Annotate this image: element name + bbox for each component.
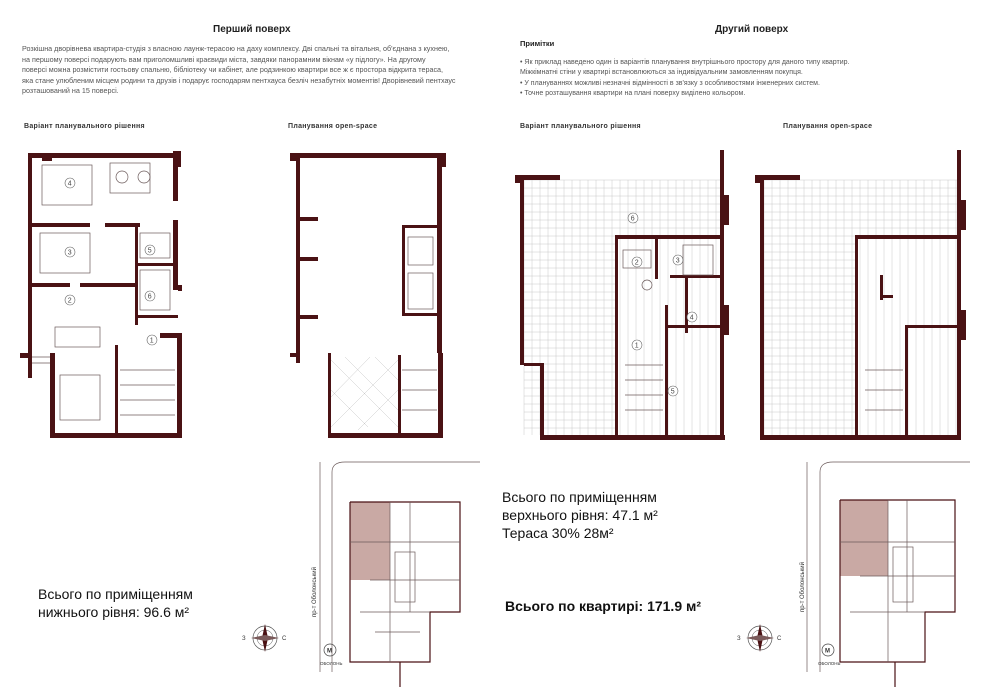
- description-line: на першому поверсі подарують вам приголомшливі краєвиди міста, завдяки панорамним вікнам «у підлогу». На другому: [22, 54, 426, 64]
- metro-icon: М: [327, 648, 332, 655]
- compass-north: С: [777, 636, 782, 642]
- room-number: 5: [670, 388, 675, 396]
- apartment-highlight: [350, 502, 390, 580]
- note-item: • Точне розташування квартири на плані поверху виділено кольором.: [520, 90, 746, 98]
- room-number: 1: [634, 342, 639, 350]
- floor1-openspace-plan: [290, 145, 450, 445]
- floor1-total-line2: нижнього рівня: 96.6 м²: [38, 604, 190, 620]
- room-number: 6: [630, 215, 635, 223]
- room-number: 2: [634, 259, 639, 267]
- room-number: 1: [149, 337, 154, 345]
- terrace-grid: [764, 180, 957, 435]
- floor1-description: [22, 44, 470, 97]
- site-plan-floor1: [300, 462, 480, 687]
- floor2-total: [502, 488, 658, 542]
- description-line: розташований на 15 поверсі.: [22, 86, 119, 96]
- metro-icon: М: [825, 648, 830, 655]
- compass-icon: [240, 620, 290, 664]
- terrace-grid: [524, 180, 720, 435]
- floor1-openspace-label: Планування open-space: [288, 123, 378, 130]
- notes-list: [520, 58, 849, 100]
- note-item: • Як приклад наведено один із варіантів планування внутрішнього простору для даного типу квартир.: [520, 59, 850, 66]
- metro-name: ОБОЛОНЬ: [320, 661, 343, 666]
- compass-icon: [735, 620, 785, 664]
- floor2-title: Другий поверх: [715, 24, 789, 35]
- description-line: яка стане улюбленим місцем родини та друзів і подарує господарям пентхауса безліч незабутніх моментів! Дворівневий пентхаус: [22, 75, 456, 85]
- description-line: Розкішна дворівнева квартира-студія з власною лаунж-терасою на даху комплексу. Дві спальні та вітальня, об'єднана з кухнею,: [22, 44, 450, 53]
- room-number: 4: [67, 180, 72, 188]
- street-name: пр-т Оболонський: [800, 562, 806, 612]
- room-number: 4: [689, 314, 694, 322]
- room-number: 2: [67, 297, 72, 305]
- room-number: 3: [675, 257, 680, 265]
- apartment-total: Всього по квартирі: 171.9 м²: [505, 598, 702, 614]
- note-item: Міжкімнатні стіни у квартирі встановлюються за індивідуальним замовленням покупця.: [520, 69, 803, 77]
- room-number: 6: [147, 293, 152, 301]
- site-plan-floor2: [795, 462, 970, 687]
- floor2-variant-plan: [515, 145, 735, 445]
- room-number: 3: [67, 249, 72, 257]
- compass-west: З: [242, 636, 246, 642]
- floor1-title: Перший поверх: [213, 24, 291, 35]
- compass-north: С: [282, 636, 287, 642]
- floor2-total-line1: Всього по приміщенням: [502, 489, 657, 505]
- street-name: пр-т Оболонський: [312, 567, 318, 617]
- floor2-total-line2: верхнього рівня: 47.1 м²: [502, 507, 658, 523]
- floor1-variant-plan: [20, 145, 190, 445]
- note-item: • У плануваннях можливі незначні відмінності в зв'язку з особливостями інженерних систем.: [520, 79, 820, 87]
- floor1-variant-label: Варіант планувального рішення: [24, 123, 145, 130]
- floor1-total: [38, 585, 193, 621]
- metro-name: ОБОЛОНЬ: [818, 661, 841, 666]
- floor2-variant-label: Варіант планувального рішення: [520, 123, 641, 130]
- floor1-total-line1: Всього по приміщенням: [38, 586, 193, 602]
- compass-west: З: [737, 636, 741, 642]
- notes-title: Примітки: [520, 39, 555, 48]
- room-number: 5: [147, 247, 152, 255]
- floor2-openspace-label: Планування open-space: [783, 123, 873, 130]
- description-line: поверсі можна розмістити гостьову спальню, бібліотеку чи кабінет, але родзинкою квартири все ж є простора відкрита тераса,: [22, 65, 444, 75]
- apartment-highlight: [840, 500, 888, 576]
- terrace-area: Тераса 30% 28м²: [502, 525, 614, 541]
- floor2-openspace-plan: [755, 145, 970, 445]
